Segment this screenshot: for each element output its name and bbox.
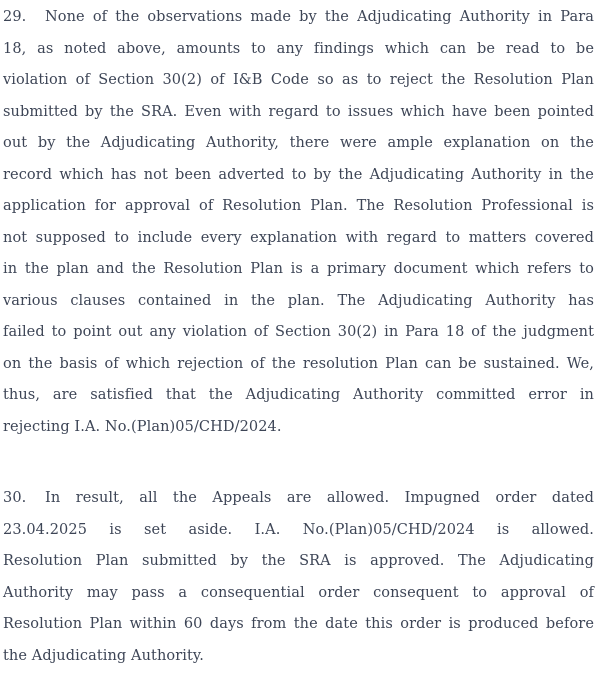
paragraph-number: 30. [3, 490, 27, 506]
paragraph-first-line-text: In result, all the Appeals are allowed. Impugned order dated [45, 490, 594, 506]
paragraph-29 [3, 2, 594, 443]
text-line: the Adjudicating Authority. [3, 647, 204, 664]
paragraph-number: 29. [3, 9, 27, 25]
text-line: thus, are satisfied that the Adjudicating Authority committed error in [3, 387, 594, 403]
text-line: 18, as noted above, amounts to any findings which can be read to be [3, 40, 594, 57]
text-line: on the basis of which rejection of the resolution Plan can be sustained. We, [3, 355, 594, 372]
text-line: Authority may pass a consequential order consequent to approval of [3, 584, 594, 601]
text-line: 23.04.2025 is set aside. I.A. No.(Plan)05/CHD/2024 is allowed. [3, 521, 594, 538]
paragraph-30 [3, 483, 594, 672]
text-line: in the plan and the Resolution Plan is a primary document which refers to [3, 261, 594, 277]
text-line: violation of Section 30(2) of I&B Code so as to reject the Resolution Plan [3, 72, 594, 88]
text-line: application for approval of Resolution Plan. The Resolution Professional is [3, 198, 594, 214]
text-line [3, 483, 594, 515]
text-line: various clauses contained in the plan. The Adjudicating Authority has [3, 292, 594, 309]
text-line [3, 2, 594, 34]
text-line: submitted by the SRA. Even with regard to issues which have been pointed [3, 103, 594, 120]
text-line: not supposed to include every explanation with regard to matters covered [3, 229, 594, 246]
text-line: Resolution Plan submitted by the SRA is approved. The Adjudicating [3, 553, 594, 569]
text-line: failed to point out any violation of Section 30(2) in Para 18 of the judgment [3, 324, 594, 340]
text-line: rejecting I.A. No.(Plan)05/CHD/2024. [3, 418, 282, 435]
document-body [3, 2, 594, 672]
text-line: record which has not been adverted to by the Adjudicating Authority in the [3, 166, 594, 183]
text-line: Resolution Plan within 60 days from the date this order is produced before [3, 616, 594, 632]
paragraph-first-line-text: None of the observations made by the Adjudicating Authority in Para [45, 9, 594, 25]
text-line: out by the Adjudicating Authority, there were ample explanation on the [3, 135, 594, 151]
